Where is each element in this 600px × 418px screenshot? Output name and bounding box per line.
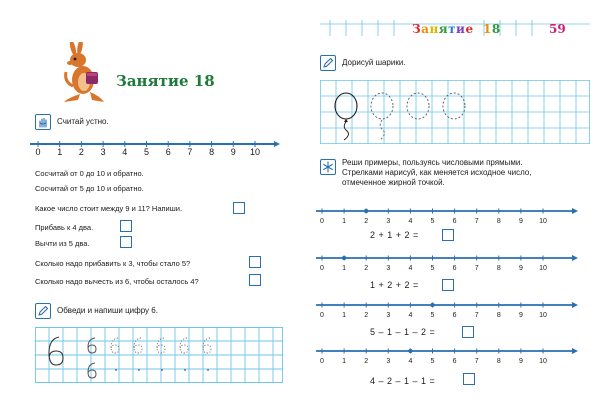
header-title-char: е: [465, 22, 474, 36]
example-4-number-line-tick-label: 7: [474, 358, 479, 365]
right-page: [300, 0, 600, 418]
question-7: Сколько надо вычесть из 6, чтобы осталось 4?: [35, 277, 199, 286]
task4-instruction-line1: Реши примеры, пользуясь числовыми прямыми.: [342, 158, 523, 167]
pencil-icon: [320, 55, 336, 71]
example-4-number-line-tick-label: 10: [539, 358, 547, 365]
left-number-line-tick-label: 3: [100, 147, 106, 157]
header-title-char: я: [438, 22, 449, 36]
left-number-line-tick-label: 7: [187, 147, 193, 157]
example-4-number-line-tick-label: 6: [452, 358, 457, 365]
example-1-number-line-tick-label: 5: [430, 218, 435, 225]
example-1-number-line-tick-label: 3: [386, 218, 391, 225]
task2-instruction: Обведи и напиши цифру 6.: [57, 306, 158, 315]
example-1-number-line-tick-label: 1: [342, 218, 347, 225]
header-title-char: н: [429, 22, 439, 36]
example-3-answer-box[interactable]: [462, 326, 474, 338]
example-1-number-line-tick-label: 9: [518, 218, 523, 225]
example-4-number-line-arrow: [572, 348, 578, 354]
example-2-answer-box[interactable]: [442, 279, 454, 291]
example-number-line-2: [316, 252, 580, 276]
example-1-number-line-arrow: [572, 208, 578, 214]
left-number-line-tick-label: 4: [122, 147, 128, 157]
snowflake-icon: [320, 159, 336, 175]
example-4-number-line-tick-label: 8: [496, 358, 501, 365]
example-1-answer-box[interactable]: [442, 229, 454, 241]
left-number-line-tick-label: 5: [143, 147, 150, 157]
question-3: Какое число стоит между 9 и 11? Напиши.: [35, 204, 183, 213]
answer-box-2[interactable]: [120, 220, 132, 232]
left-number-line-arrow: [274, 141, 280, 147]
question-6: Сколько надо прибавить к 3, чтобы стало 5?: [35, 259, 191, 268]
task1-instruction: Считай устно.: [57, 117, 109, 126]
example-3-number-line-tick-label: 3: [386, 312, 391, 319]
digit-six-sample-row2: [88, 363, 96, 378]
example-1-number-line-start-point: [364, 209, 368, 213]
header-title-char: 8: [491, 22, 501, 36]
example-2-number-line-start-point: [342, 256, 346, 260]
left-number-line-tick-label: 2: [78, 147, 84, 157]
example-3-number-line-tick-label: 0: [320, 312, 324, 319]
task4-instruction-line2: Стрелками нарисуй, как меняется исходное число,: [342, 168, 532, 177]
example-2-number-line-tick-label: 9: [518, 265, 523, 272]
lesson-title: Занятие 18: [116, 72, 215, 90]
example-2-number-line-tick-label: 1: [342, 265, 347, 272]
example-2-number-line-tick-label: 7: [474, 265, 479, 272]
example-3-number-line-tick-label: 9: [518, 312, 523, 319]
example-4-number-line-tick-label: 0: [320, 358, 324, 365]
example-number-line-1: [316, 205, 580, 229]
example-3-number-line-tick-label: 4: [408, 312, 413, 319]
header-title-char: 1: [482, 22, 492, 36]
left-number-line-tick-label: 0: [35, 147, 41, 157]
example-2-number-line-tick-label: 5: [430, 265, 435, 272]
example-1-number-line-tick-label: 8: [496, 218, 501, 225]
question-1: Сосчитай от 0 до 10 и обратно.: [35, 169, 144, 178]
example-2-expression: 1 + 2 + 2 =: [370, 280, 419, 290]
example-1-number-line-tick-label: 7: [474, 218, 479, 225]
answer-box-4[interactable]: [249, 256, 261, 268]
example-1-number-line-tick-label: 4: [408, 218, 413, 225]
example-4-expression: 4 – 2 – 1 – 1 =: [370, 376, 436, 386]
answer-box-5[interactable]: [249, 274, 261, 286]
example-2-number-line-arrow: [572, 255, 578, 261]
task4-instruction-line3: отмеченное жирной точкой.: [342, 178, 445, 187]
example-4-number-line-start-point: [408, 349, 412, 353]
example-2-number-line-tick-label: 10: [539, 265, 547, 272]
example-3-number-line-tick-label: 8: [496, 312, 501, 319]
counting-hand-icon: [35, 114, 51, 130]
example-2-number-line-tick-label: 3: [386, 265, 391, 272]
example-2-number-line-tick-label: 2: [364, 265, 369, 272]
example-3-number-line-tick-label: 1: [342, 312, 347, 319]
balloon-sample: [335, 93, 357, 140]
example-3-number-line-tick-label: 6: [452, 312, 457, 319]
example-2-number-line-tick-label: 8: [496, 265, 501, 272]
writing-grid: [35, 327, 283, 383]
example-number-line-3: [316, 299, 580, 323]
example-4-number-line-tick-label: 3: [386, 358, 391, 365]
example-2-number-line-tick-label: 0: [320, 265, 324, 272]
left-number-line-tick-label: 9: [230, 147, 236, 157]
example-1-number-line-tick-label: 6: [452, 218, 457, 225]
example-2-number-line-tick-label: 4: [408, 265, 413, 272]
left-number-line-tick-label: 1: [57, 147, 63, 157]
example-number-line-4: [316, 345, 580, 369]
example-1-number-line-tick-label: 0: [320, 218, 324, 225]
example-4-number-line-tick-label: 1: [342, 358, 347, 365]
dashed-balloon-outlines: [371, 93, 465, 140]
answer-box-3[interactable]: [120, 236, 132, 248]
example-3-number-line-tick-label: 10: [539, 312, 547, 319]
example-4-answer-box[interactable]: [463, 373, 475, 385]
example-3-number-line-tick-label: 7: [474, 312, 479, 319]
example-4-number-line-tick-label: 5: [430, 358, 435, 365]
example-3-number-line-start-point: [430, 303, 434, 307]
header-title-char: и: [456, 22, 466, 36]
task3-instruction: Дорисуй шарики.: [342, 58, 406, 67]
left-number-line-tick-label: 10: [249, 147, 261, 157]
kangaroo-mascot: [60, 42, 106, 104]
example-1-number-line-tick-label: 2: [364, 218, 369, 225]
page-number: 59: [549, 22, 566, 36]
example-4-number-line-tick-label: 2: [364, 358, 369, 365]
example-3-expression: 5 – 1 – 1 – 2 =: [370, 327, 436, 337]
question-4: Прибавь к 4 два.: [35, 223, 94, 232]
left-number-line-tick-label: 8: [209, 147, 215, 157]
example-4-number-line-tick-label: 9: [518, 358, 523, 365]
header-lesson-title: [412, 22, 501, 36]
pencil-icon: [35, 303, 51, 319]
header-title-char: З: [412, 22, 422, 36]
header-title-char: а: [421, 22, 430, 36]
example-3-number-line-arrow: [572, 302, 578, 308]
number-line-0-10: [30, 136, 282, 160]
answer-box-1[interactable]: [233, 202, 245, 214]
example-2-number-line-tick-label: 6: [452, 265, 457, 272]
header-title-space: [474, 22, 483, 36]
example-3-number-line-tick-label: 2: [364, 312, 369, 319]
digit-six-sample: [88, 338, 96, 353]
example-1-expression: 2 + 1 + 2 =: [370, 230, 419, 240]
balloon-grid: [320, 80, 590, 144]
question-2: Сосчитай от 5 до 10 и обратно.: [35, 184, 144, 193]
question-5: Вычти из 5 два.: [35, 239, 90, 248]
example-1-number-line-tick-label: 10: [539, 218, 547, 225]
example-3-number-line-tick-label: 5: [430, 312, 435, 319]
left-number-line-tick-label: 6: [165, 147, 171, 157]
header-title-char: т: [448, 22, 457, 36]
example-4-number-line-tick-label: 4: [408, 358, 413, 365]
